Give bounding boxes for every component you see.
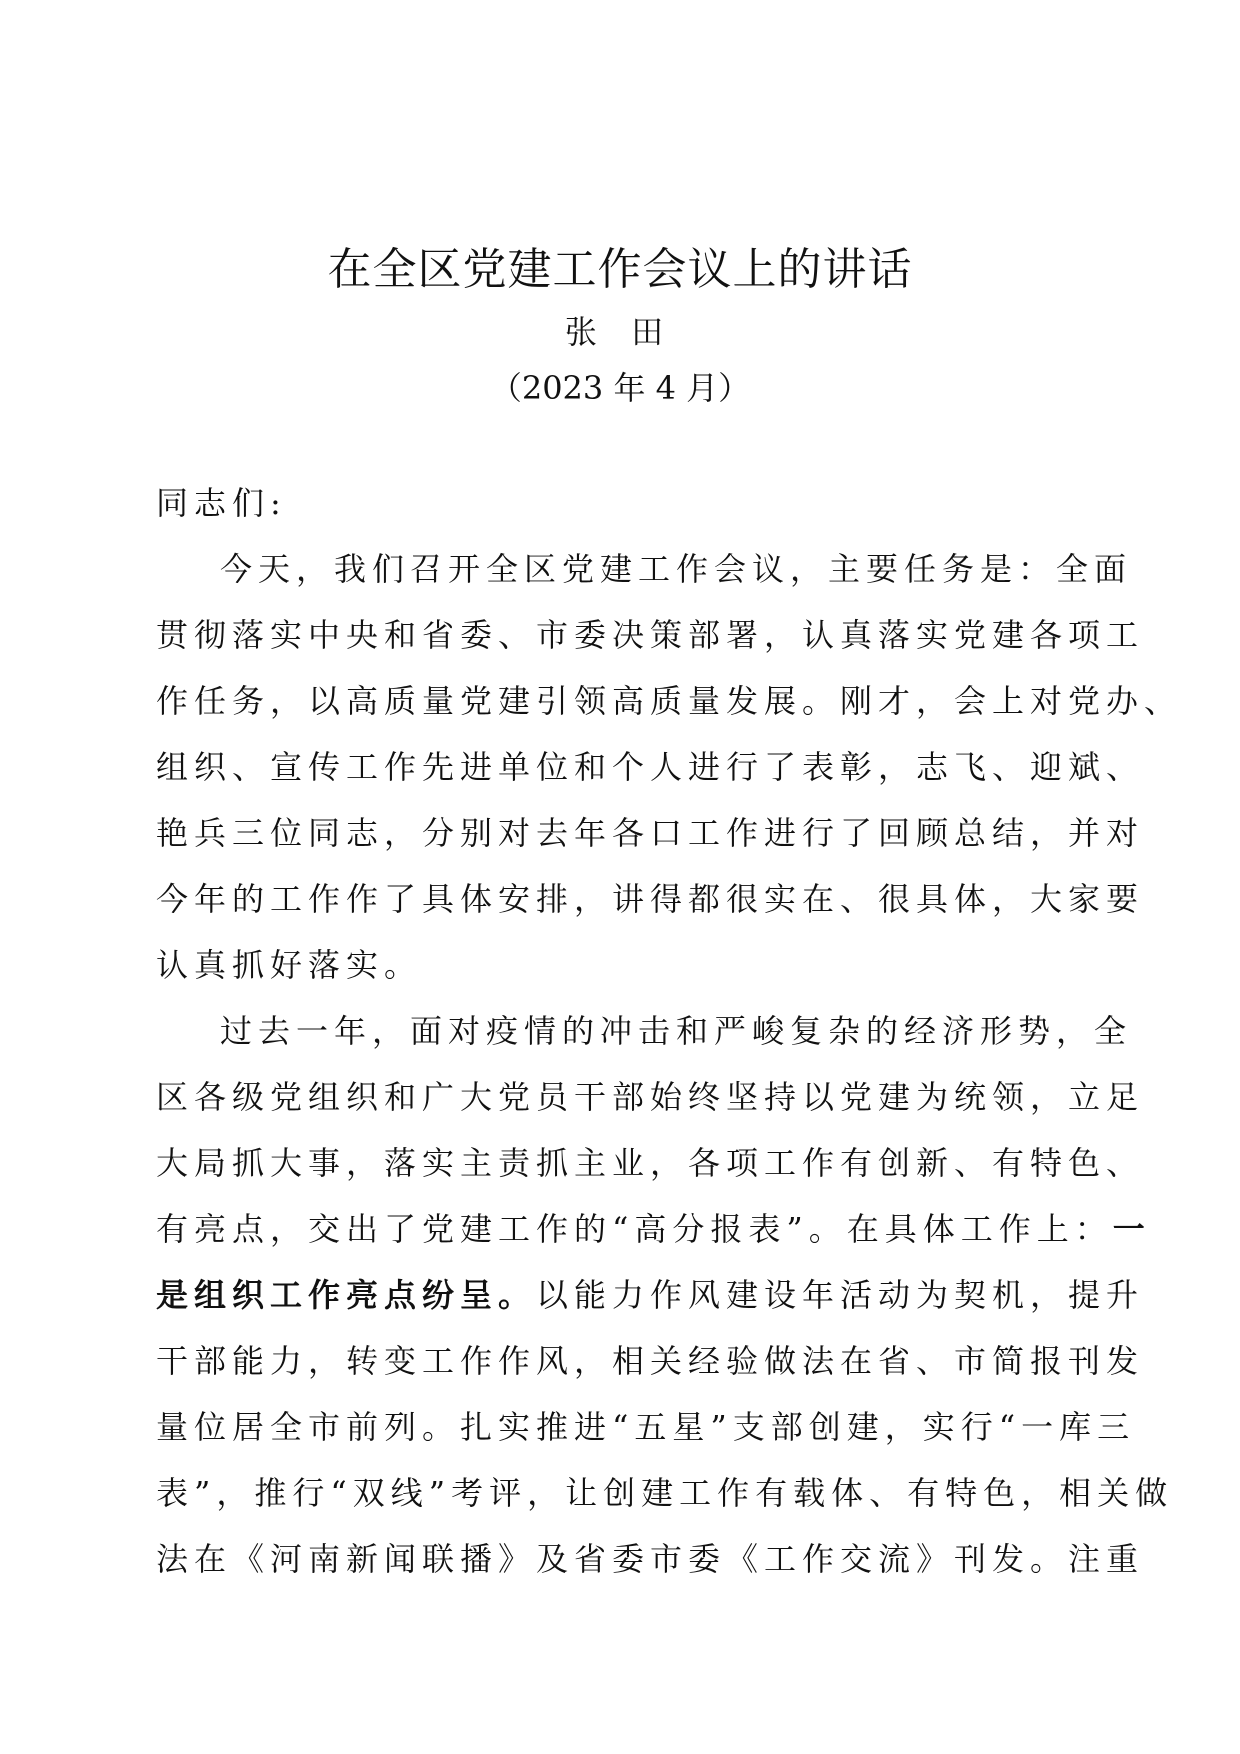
bold-heading-start: 一: [1112, 1210, 1151, 1248]
paragraph-1-line: 今天，我们召开全区党建工作会议，主要任务是：全面: [220, 550, 1133, 588]
paragraph-2-line: 区各级党组织和广大党员干部始终坚持以党建为统领，立足: [156, 1078, 1145, 1116]
paragraph-1-line: 贯彻落实中央和省委、市委决策部署，认真落实党建各项工: [156, 616, 1145, 654]
paragraph-2-line: 过去一年，面对疫情的冲击和严峻复杂的经济形势，全: [220, 1012, 1133, 1050]
paragraph-2-line: 量位居全市前列。扎实推进“五星”支部创建，实行“一库三: [156, 1408, 1136, 1446]
paragraph-2-text: 有亮点，交出了党建工作的“高分报表”。在具体工作上：: [156, 1210, 1113, 1248]
author-name: 张 田: [564, 313, 676, 351]
speech-body: [156, 470, 1183, 1592]
speech-date: （2023 年 4 月）: [489, 369, 751, 407]
speech-title: 在全区党建工作会议上的讲话: [327, 244, 913, 295]
paragraph-1-line: 组织、宣传工作先进单位和个人进行了表彰，志飞、迎斌、: [156, 748, 1145, 786]
paragraph-2-line: [156, 1262, 1145, 1328]
paragraph-1-line: 艳兵三位同志，分别对去年各口工作进行了回顾总结，并对: [156, 814, 1145, 852]
greeting: 同志们:: [156, 484, 287, 522]
paragraph-1-line: 作任务，以高质量党建引领高质量发展。刚才，会上对党办、: [156, 682, 1183, 720]
paragraph-1-line: 认真抓好落实。: [156, 946, 423, 984]
paragraph-2-line: 干部能力，转变工作作风，相关经验做法在省、市简报刊发: [156, 1342, 1145, 1380]
bold-heading: 是组织工作亮点纷呈。: [156, 1276, 537, 1314]
paragraph-2-line: 表”，推行“双线”考评，让创建工作有载体、有特色，相关做: [156, 1474, 1174, 1512]
paragraph-2-line: [156, 1196, 1151, 1262]
paragraph-2-text: 以能力作风建设年活动为契机，提升: [536, 1276, 1145, 1314]
paragraph-2-line: 法在《河南新闻联播》及省委市委《工作交流》刊发。注重: [156, 1540, 1145, 1578]
paragraph-1-line: 今年的工作作了具体安排，讲得都很实在、很具体，大家要: [156, 880, 1145, 918]
paragraph-2-line: 大局抓大事，落实主责抓主业，各项工作有创新、有特色、: [156, 1144, 1145, 1182]
